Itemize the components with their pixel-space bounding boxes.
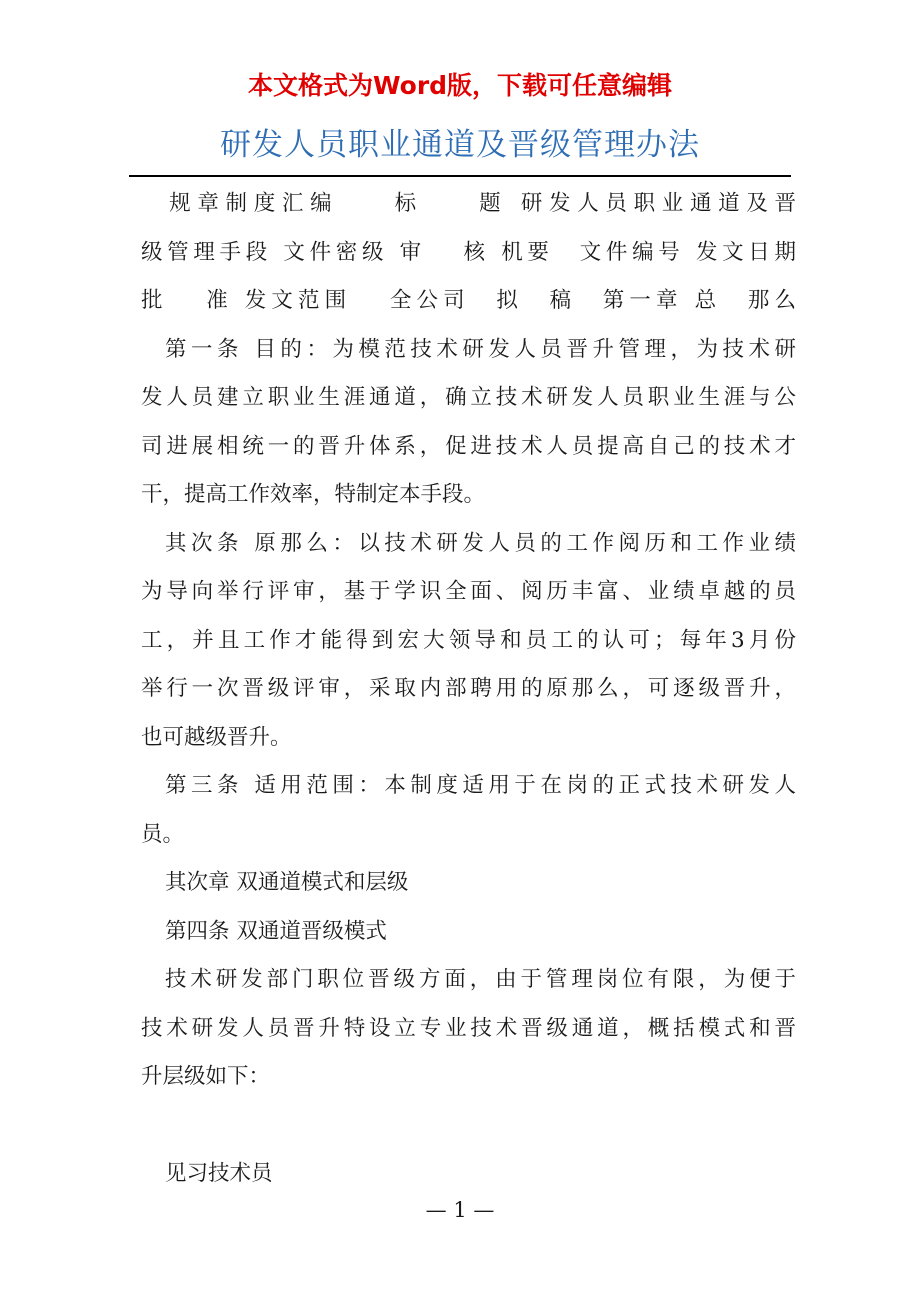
body-line-trainee: 见习技术员 bbox=[165, 1160, 273, 1186]
paragraph-gap bbox=[141, 1102, 796, 1150]
body-line: 技术研发人员晋升特设立专业技术晋级通道，概括模式和晋 bbox=[141, 1015, 796, 1041]
body-line: 举行一次晋级评审，采取内部聘用的原那么，可逐级晋升， bbox=[141, 676, 796, 701]
body-line: 第四条 双通道晋级模式 bbox=[165, 918, 387, 944]
document-title: 研发人员职业通道及晋级管理办法 bbox=[220, 127, 700, 163]
body-line: 员。 bbox=[141, 821, 185, 847]
body-line: 干，提高工作效率，特制定本手段。 bbox=[141, 482, 486, 507]
body-line: 升层级如下： bbox=[141, 1064, 271, 1089]
body-line: 批 准 发文范围 全公司 拟 稿 第一章 总 那么 bbox=[141, 288, 796, 313]
title-divider bbox=[129, 175, 791, 177]
body-line: 技术研发部门职位晋级方面，由于管理岗位有限，为便于 bbox=[165, 967, 796, 992]
body-line: 第一条 目的：为模范技术研发人员晋升管理，为技术研 bbox=[165, 336, 796, 362]
body-line: 规章制度汇编 标 题 研发人员职业通道及晋 bbox=[141, 191, 796, 216]
body-line: 其次条 原那么：以技术研发人员的工作阅历和工作业绩 bbox=[165, 530, 796, 556]
word-format-banner: 本文格式为Word版，下载可任意编辑 bbox=[247, 71, 673, 100]
body-line: 第三条 适用范围：本制度适用于在岗的正式技术研发人 bbox=[165, 773, 796, 798]
body-line: 工，并且工作才能得到宏大领导和员工的认可；每年3月份 bbox=[141, 627, 796, 653]
body-line: 为导向举行评审，基于学识全面、阅历丰富、业绩卓越的员 bbox=[141, 579, 796, 604]
page-number: — 1 — bbox=[425, 1198, 495, 1222]
body-line: 其次章 双通道模式和层级 bbox=[165, 870, 409, 895]
document-body bbox=[141, 180, 796, 1198]
body-line: 也可越级晋升。 bbox=[141, 724, 292, 750]
body-line: 司进展相统一的晋升体系，促进技术人员提高自己的技术才 bbox=[141, 433, 796, 459]
body-line: 发人员建立职业生涯通道，确立技术研发人员职业生涯与公 bbox=[141, 385, 796, 410]
body-line: 级管理手段 文件密级 审 核 机要 文件编号 发文日期 bbox=[141, 239, 796, 265]
